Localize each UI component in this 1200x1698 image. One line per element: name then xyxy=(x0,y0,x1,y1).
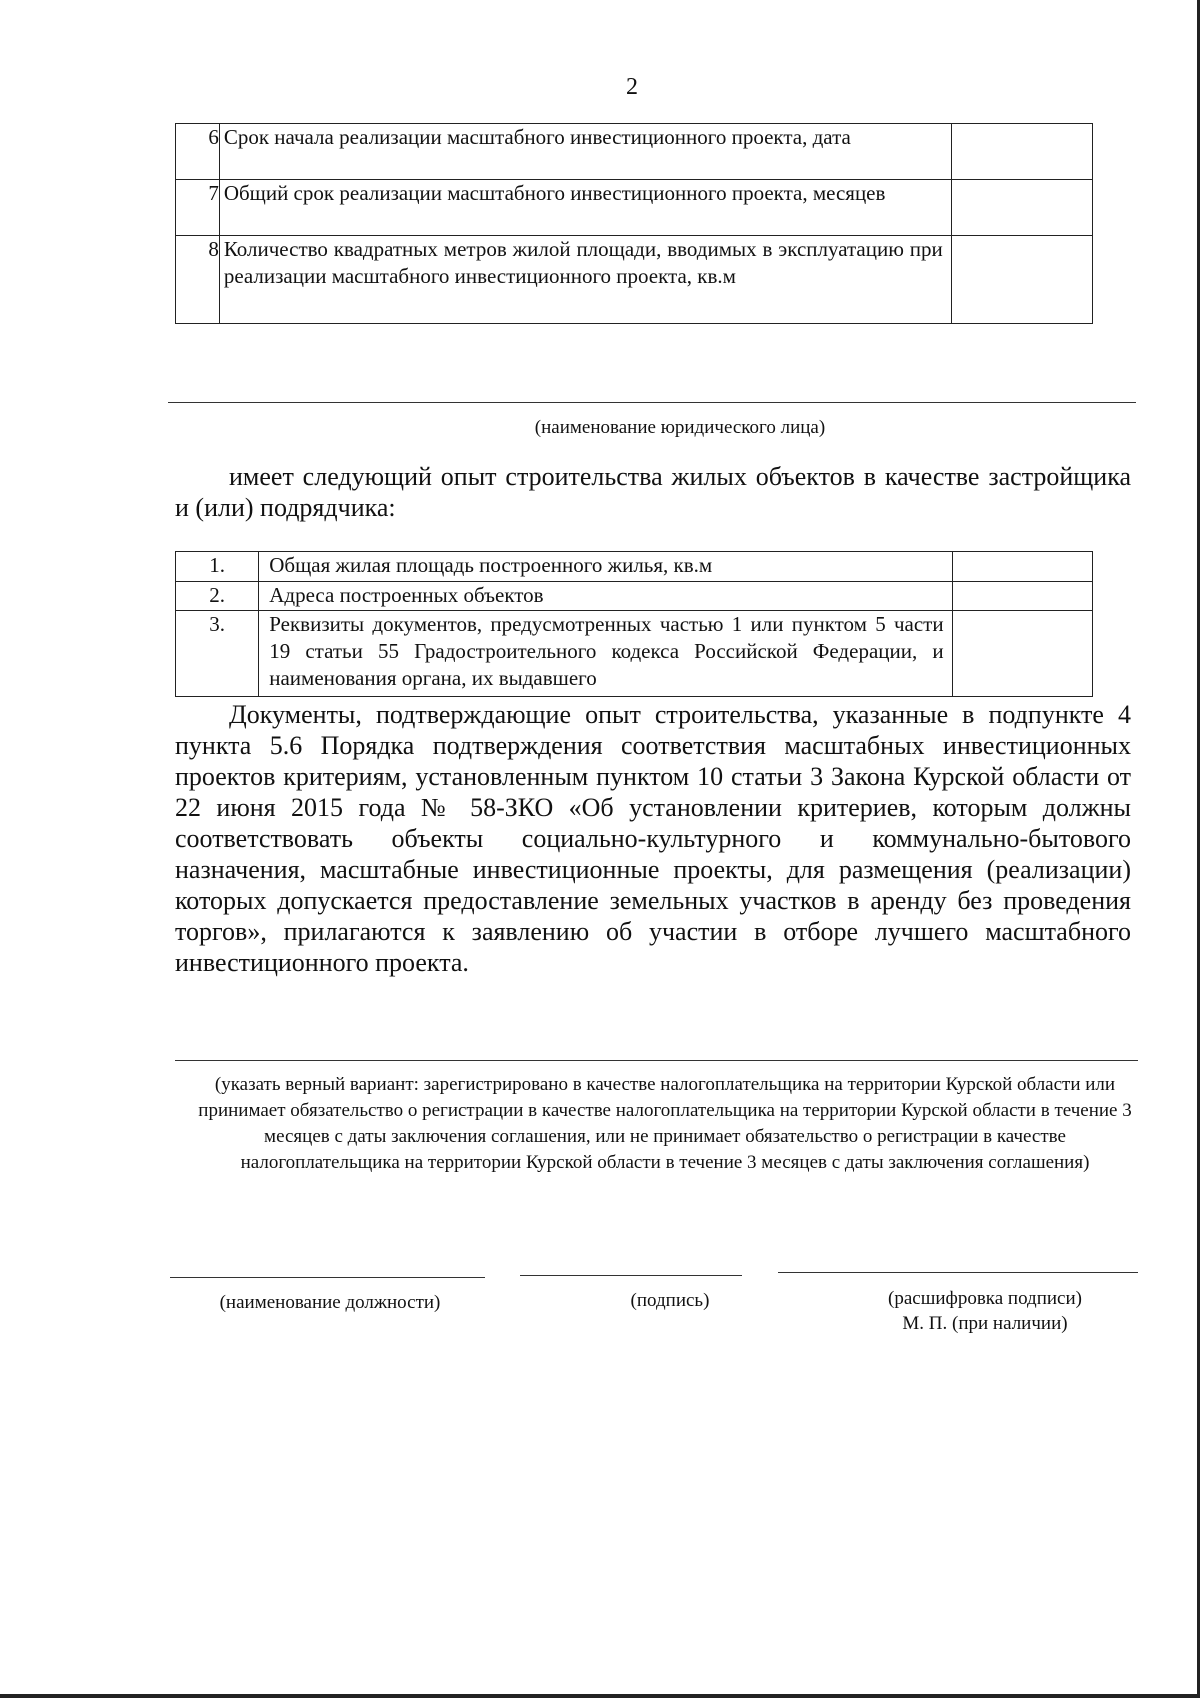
row-text: Адреса построенных объектов xyxy=(259,582,952,611)
row-value-cell xyxy=(952,611,1092,697)
table-row xyxy=(176,236,1093,324)
row-text: Срок начала реализации масштабного инвестиционного проекта, дата xyxy=(219,124,951,180)
signature-line xyxy=(520,1275,742,1276)
table-row xyxy=(176,124,1093,180)
decryption-caption: (расшифровка подписи) xyxy=(888,1288,1082,1309)
legal-entity-line xyxy=(168,402,1136,403)
stamp-caption: М. П. (при наличии) xyxy=(902,1313,1068,1334)
row-value-cell xyxy=(951,180,1092,236)
table-row xyxy=(176,180,1093,236)
row-number: 3. xyxy=(176,611,259,697)
row-number: 2. xyxy=(176,582,259,611)
table-row xyxy=(176,552,1093,582)
row-text: Общий срок реализации масштабного инвестиционного проекта, месяцев xyxy=(219,180,951,236)
table-row xyxy=(176,582,1093,611)
experience-intro xyxy=(175,461,1131,523)
position-caption: (наименование должности) xyxy=(219,1292,441,1313)
documents-paragraph xyxy=(175,699,1131,978)
decryption-line xyxy=(778,1272,1138,1273)
project-table xyxy=(175,123,1093,324)
row-value-cell xyxy=(952,582,1092,611)
row-text: Реквизиты документов, предусмотренных частью 1 или пунктом 5 части 19 статьи 55 Градостроительного кодекса Российской Федерации, и наименования органа, их выдавшего xyxy=(259,611,952,697)
row-value-cell xyxy=(951,236,1092,324)
row-value-cell xyxy=(951,124,1092,180)
row-value-cell xyxy=(952,552,1092,582)
page-number: 2 xyxy=(626,74,638,100)
signature-caption: (подпись) xyxy=(630,1290,710,1311)
row-text: Количество квадратных метров жилой площади, вводимых в эксплуатацию при реализации масштабного инвестиционного проекта, кв.м xyxy=(219,236,951,324)
tax-status-line xyxy=(175,1060,1138,1061)
tax-status-note: (указать верный вариант: зарегистрировано в качестве налогоплательщика на территории Курской области или принимает обязательство о регистрации в качестве налогоплательщика на территории Курской области в течение 3 месяцев с даты заключения соглашения, или не принимает обязательство о регистрации в качестве налогоплательщика на территории Курской области в течение 3 месяцев с даты заключения соглашения) xyxy=(198,1074,1132,1173)
documents-paragraph-text: Документы, подтверждающие опыт строительства, указанные в подпункте 4 пункта 5.6 Порядка подтверждения соответствия масштабных инвестиционных проектов критериям, установленным пунктом 10 статьи 3 Закона Курской области от 22 июня 2015 года № 58-ЗКО «Об установлении критериев, которым должны соответствовать объекты социально-культурного и коммунально-бытового назначения, масштабные инвестиционные проекты, для размещения (реализации) которых допускается предоставление земельных участков в аренду без проведения торгов», прилагаются к заявлению об участии в отборе лучшего масштабного инвестиционного проекта. xyxy=(175,700,1131,977)
scan-edge-bottom xyxy=(0,1694,1200,1698)
position-line xyxy=(170,1277,485,1278)
row-text: Общая жилая площадь построенного жилья, кв.м xyxy=(259,552,952,582)
experience-table xyxy=(175,551,1093,697)
experience-intro-text: имеет следующий опыт строительства жилых объектов в качестве застройщика и (или) подрядчика: xyxy=(175,462,1131,522)
row-number: 6 xyxy=(176,124,220,180)
legal-entity-caption: (наименование юридического лица) xyxy=(534,417,826,438)
row-number: 7 xyxy=(176,180,220,236)
row-number: 1. xyxy=(176,552,259,582)
table-row xyxy=(176,611,1093,697)
row-number: 8 xyxy=(176,236,220,324)
